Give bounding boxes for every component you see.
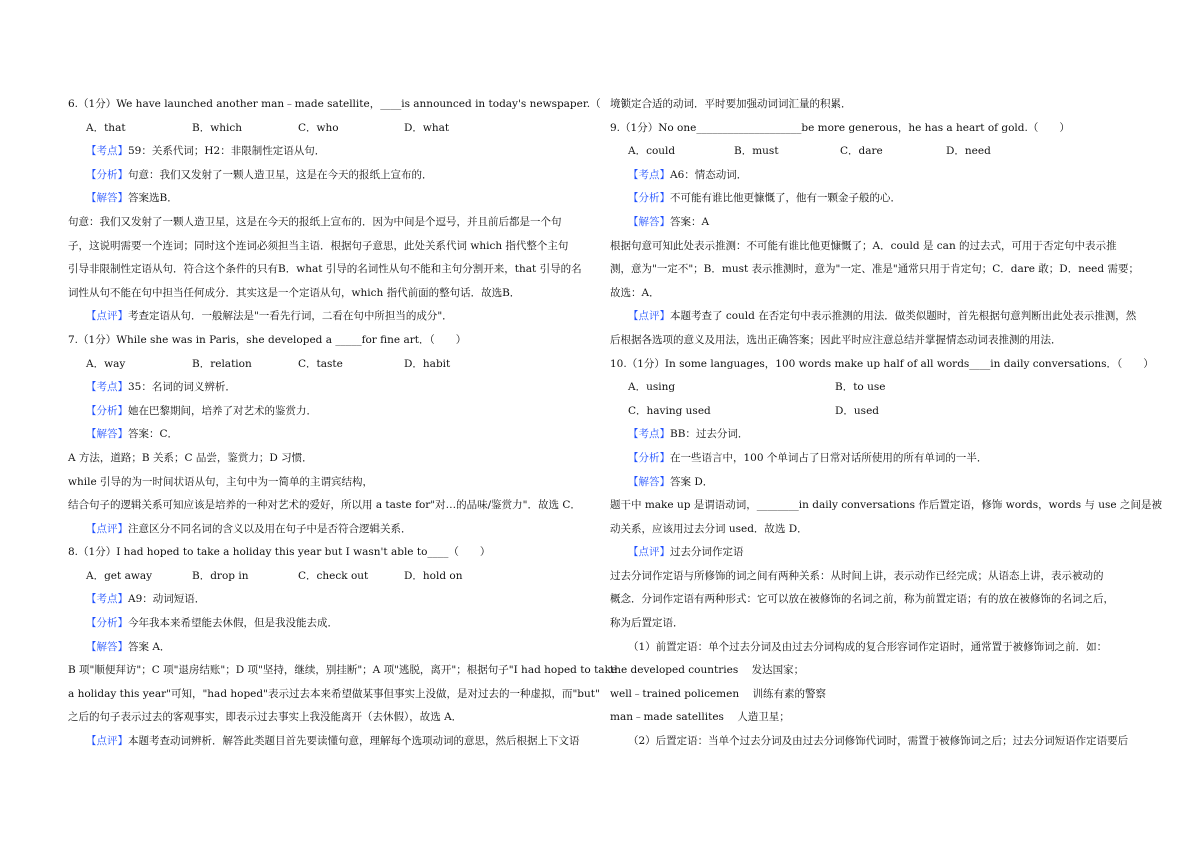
- dianping-text: 本题考查动词辨析．解答此类题目首先要读懂句意，理解每个选项动词的意思，然后根据上下文语: [128, 735, 580, 748]
- option-d: D．what: [404, 121, 450, 134]
- point-1: （1）前置定语：单个过去分词及由过去分词构成的复合形容词作定语时，通常置于被修饰词之前．如：: [628, 640, 1108, 653]
- dianping-row: [68, 730, 594, 754]
- example-zh: 发达国家；: [751, 664, 805, 677]
- jieda-tag: 【解答】: [86, 192, 128, 205]
- left-column: [68, 93, 633, 754]
- question-8-stem: 8.（1分）I had hoped to take a holiday this year but I wasn't able to____（ ）: [68, 546, 491, 559]
- jieda-text: 答案 A．: [128, 640, 171, 653]
- dianping-row: [68, 518, 594, 542]
- example-zh: 人造卫星；: [737, 711, 790, 724]
- dianping-continued: 后根据各选项的意义及用法，选出正确答案；因此平时应注意总结并掌握情态动词表推测的用法．: [610, 333, 1062, 346]
- jieda-row: [68, 187, 594, 211]
- kaodian-row: [68, 588, 594, 612]
- jieda-tag: 【解答】: [628, 215, 670, 228]
- option-c: C．dare: [840, 145, 883, 158]
- kaodian-row: [610, 164, 1132, 188]
- kaodian-text: A6：情态动词．: [670, 168, 748, 181]
- option-b: B．drop in: [192, 569, 249, 582]
- explanation-line: 测，意为"一定不"；B．must 表示推测时，意为"一定、准是"通常只用于肯定句；C．dare 敢；D．need 需要；: [610, 263, 1139, 276]
- explanation-line: B 项"顺便拜访"；C 项"退房结账"；D 项"坚持，继续，别挂断"；A 项"逃脱，离开"；根据句子"I had hoped to take: [68, 664, 618, 677]
- fenxi-row: [610, 187, 1132, 211]
- explanation-line: 概念．分词作定语有两种形式：它可以放在被修饰的名词之前，称为前置定语；有的放在被修饰的名词之后，: [610, 593, 1114, 606]
- fenxi-row: [68, 612, 594, 636]
- explanation-line: 句意：我们又发射了一颗人造卫星，这是在今天的报纸上宣布的．因为中间是个逗号，并且前后都是一个句: [68, 215, 562, 228]
- dianping-text: 考查定语从句．一般解法是"一看先行词，二看在句中所担当的成分"．: [128, 310, 453, 323]
- question-6-options: [68, 117, 594, 141]
- point-2: （2）后置定语：当单个过去分词及由过去分词修饰代词时，需置于被修饰词之后；过去分词短语作定语要后: [628, 735, 1129, 748]
- explanation-line: a holiday this year"可知，"had hoped"表示过去本来希望做某事但事实上没做，是对过去的一种虚拟，而"but": [68, 687, 600, 700]
- option-c: C．who: [298, 121, 339, 134]
- option-a: A．that: [86, 121, 126, 134]
- example-row: [610, 659, 1132, 683]
- option-d: D．hold on: [404, 569, 463, 582]
- example-en: the developed countries: [610, 664, 739, 677]
- fenxi-tag: 【分析】: [86, 617, 128, 630]
- explanation-line: while 引导的为一时间状语从句，主句中为一简单的主谓宾结构，: [68, 475, 374, 488]
- explanation-line: 词性从句不能在句中担当任何成分．其实这是一个定语从句，which 指代前面的整句话．故选B．: [68, 286, 521, 299]
- option-d: D．need: [946, 145, 991, 158]
- right-column: [610, 93, 1162, 754]
- option-d: D．habit: [404, 357, 451, 370]
- explanation-line: 根据句意可知此处表示推测：不可能有谁比他更慷慨了；A．could 是 can 的过去式，可用于否定句中表示推: [610, 239, 1117, 252]
- dianping-text: 注意区分不同名词的含义以及用在句子中是否符合逻辑关系．: [128, 522, 412, 535]
- kaodian-row: [68, 376, 594, 400]
- jieda-text: 答案选B．: [128, 192, 178, 205]
- dianping-text: 过去分词作定语: [670, 546, 744, 559]
- option-a: A．way: [86, 357, 126, 370]
- jieda-row: [610, 471, 1132, 495]
- kaodian-tag: 【考点】: [86, 593, 128, 606]
- kaodian-tag: 【考点】: [628, 168, 670, 181]
- fenxi-text: 今年我本来希望能去休假，但是我没能去成．: [128, 617, 338, 630]
- fenxi-row: [610, 447, 1132, 471]
- option-a: A．get away: [86, 569, 153, 582]
- question-6-stem: 6.（1分）We have launched another man﹣made satellite，____is announced in today's newspaper.（ ）: [68, 98, 633, 110]
- question-9-stem: 9.（1分）No one____________________be more generous，he has a heart of gold.（ ）: [610, 121, 1070, 134]
- fenxi-row: [68, 164, 594, 188]
- question-9-options: [610, 140, 1132, 164]
- question-7-stem: 7.（1分）While she was in Paris，she developed a _____for fine art．（ ）: [68, 333, 467, 346]
- option-a: A．using: [628, 381, 676, 394]
- explanation-line: 引导非限制性定语从句．符合这个条件的只有B．what 引导的名词性从句不能和主句分割开来，that 引导的名: [68, 263, 582, 276]
- kaodian-tag: 【考点】: [628, 428, 670, 441]
- kaodian-text: 35：名词的词义辨析．: [128, 381, 236, 394]
- question-10-options-row2: [610, 400, 1132, 424]
- option-c: C．taste: [298, 357, 343, 370]
- option-c: C．having used: [628, 404, 711, 417]
- jieda-text: 答案：A: [670, 215, 710, 228]
- jieda-row: [68, 423, 594, 447]
- option-b: B．to use: [835, 381, 886, 394]
- question-10-options-row1: [610, 376, 1132, 400]
- option-b: B．must: [734, 145, 779, 158]
- explanation-line: 结合句子的逻辑关系可知应该是培养的一种对艺术的爱好，所以用 a taste for"对…的品味/鉴赏力"．故选 C．: [68, 499, 581, 512]
- question-8-options: [68, 565, 594, 589]
- jieda-row: [68, 636, 594, 660]
- question-10-stem: 10.（1分）In some languages，100 words make up half of all words____in daily conversations．（ ）: [610, 357, 1154, 370]
- jieda-tag: 【解答】: [628, 475, 670, 488]
- kaodian-text: BB：过去分词．: [670, 428, 749, 441]
- dianping-tag: 【点评】: [86, 735, 128, 748]
- dianping-text: 本题考查了 could 在否定句中表示推测的用法．做类似题时，首先根据句意判断出此处表示推测，然: [670, 310, 1137, 323]
- explanation-line: 之后的句子表示过去的客观事实，即表示过去事实上我没能离开（去休假），故选 A．: [68, 711, 463, 724]
- jieda-row: [610, 211, 1132, 235]
- explanation-line: 子，这说明需要一个连词；同时这个连词必须担当主语．根据句子意思，此处关系代词 which 指代整个主句: [68, 239, 569, 252]
- explanation-line: 过去分词作定语与所修饰的词之间有两种关系：从时间上讲，表示动作已经完成；从语态上讲，表示被动的: [610, 569, 1104, 582]
- kaodian-tag: 【考点】: [86, 145, 128, 158]
- jieda-text: 答案：C．: [128, 428, 179, 441]
- kaodian-tag: 【考点】: [86, 381, 128, 394]
- explanation-line: 称为后置定语．: [610, 617, 684, 630]
- fenxi-tag: 【分析】: [86, 404, 128, 417]
- kaodian-row: [68, 140, 594, 164]
- fenxi-tag: 【分析】: [628, 192, 670, 205]
- fenxi-text: 在一些语言中，100 个单词占了日常对话所使用的所有单词的一半．: [670, 451, 988, 464]
- option-b: B．relation: [192, 357, 252, 370]
- question-8-continued: 境锁定合适的动词．平时要加强动词词汇量的积累．: [610, 98, 852, 110]
- jieda-tag: 【解答】: [86, 428, 128, 441]
- explanation-line: 动关系，应该用过去分词 used．故选 D．: [610, 522, 808, 535]
- kaodian-row: [610, 423, 1132, 447]
- example-row: [610, 683, 1132, 707]
- dianping-row: [610, 541, 1132, 565]
- jieda-tag: 【解答】: [86, 640, 128, 653]
- example-en: man﹣made satellites: [610, 711, 724, 724]
- option-c: C．check out: [298, 569, 369, 582]
- option-d: D．used: [835, 404, 880, 417]
- option-b: B．which: [192, 121, 242, 134]
- jieda-text: 答案 D．: [670, 475, 714, 488]
- fenxi-tag: 【分析】: [86, 168, 128, 181]
- fenxi-row: [68, 400, 594, 424]
- explanation-line: 题干中 make up 是谓语动词，________in daily conversations 作后置定语，修饰 words，words 与 use 之间是被: [610, 499, 1162, 512]
- fenxi-text: 不可能有谁比他更慷慨了，他有一颗金子般的心．: [670, 192, 901, 205]
- explanation-line: A 方法，道路；B 关系；C 品尝，鉴赏力；D 习惯．: [68, 451, 313, 464]
- fenxi-text: 她在巴黎期间，培养了对艺术的鉴赏力．: [128, 404, 317, 417]
- explanation-line: 故选：A．: [610, 286, 660, 299]
- dianping-row: [610, 305, 1137, 329]
- fenxi-text: 句意：我们又发射了一颗人造卫星，这是在今天的报纸上宣布的．: [128, 168, 433, 181]
- dianping-tag: 【点评】: [86, 522, 128, 535]
- fenxi-tag: 【分析】: [628, 451, 670, 464]
- dianping-tag: 【点评】: [628, 310, 670, 323]
- example-zh: 训练有素的警察: [752, 687, 826, 700]
- dianping-row: [68, 305, 594, 329]
- question-7-options: [68, 353, 594, 377]
- dianping-tag: 【点评】: [86, 310, 128, 323]
- dianping-tag: 【点评】: [628, 546, 670, 559]
- example-en: well﹣trained policemen: [610, 687, 740, 700]
- option-a: A．could: [628, 145, 676, 158]
- kaodian-text: A9：动词短语．: [128, 593, 206, 606]
- kaodian-text: 59：关系代词；H2：非限制性定语从句．: [128, 145, 326, 158]
- example-row: [610, 706, 1132, 730]
